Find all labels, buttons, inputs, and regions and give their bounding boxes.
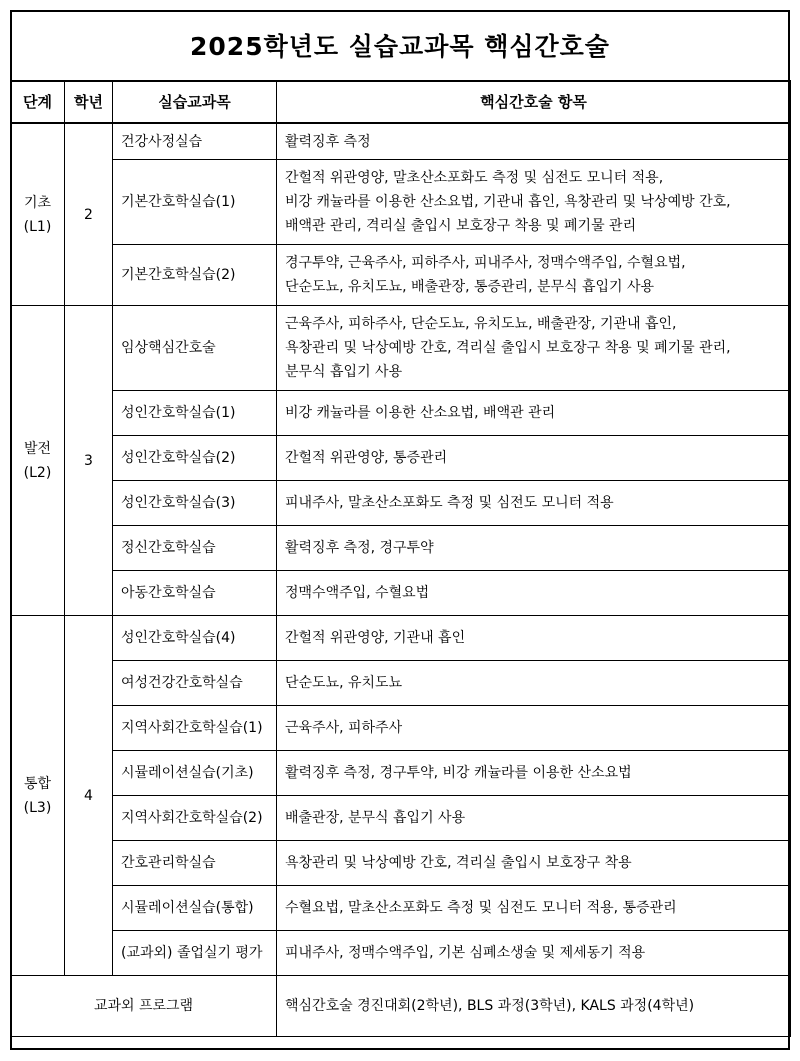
header-stage: 단계 [11, 81, 65, 124]
course-cell: 성인간호학실습(1) [113, 391, 277, 436]
course-cell: 성인간호학실습(3) [113, 481, 277, 526]
skills-cell: 근육주사, 피하주사, 단순도뇨, 유치도뇨, 배출관장, 기관내 흡인, 욕창관리 및 낙상예방 간호, 격리실 출입시 보호장구 착용 및 폐기물 관리, 분무식 흡입기 사용 [277, 306, 791, 391]
course-cell: 성인간호학실습(2) [113, 436, 277, 481]
header-grade: 학년 [65, 81, 113, 124]
course-cell: 기본간호학실습(2) [113, 245, 277, 306]
skills-cell: 경구투약, 근육주사, 피하주사, 피내주사, 정맥수액주입, 수혈요법, 단순도뇨, 유치도뇨, 배출관장, 통증관리, 분무식 흡입기 사용 [277, 245, 791, 306]
course-cell: 시뮬레이션실습(기초) [113, 751, 277, 796]
stage-cell: 통합 (L3) [11, 616, 65, 976]
skills-cell: 피내주사, 말초산소포화도 측정 및 심전도 모니터 적용 [277, 481, 791, 526]
skills-cell: 욕창관리 및 낙상예방 간호, 격리실 출입시 보호장구 착용 [277, 841, 791, 886]
course-cell: 임상핵심간호술 [113, 306, 277, 391]
header-skills: 핵심간호술 항목 [277, 81, 791, 124]
course-cell: 정신간호학실습 [113, 526, 277, 571]
course-cell: 시뮬레이션실습(통합) [113, 886, 277, 931]
skills-cell: 활력징후 측정, 경구투약 [277, 526, 791, 571]
stage-cell: 발전 (L2) [11, 306, 65, 616]
skills-cell: 단순도뇨, 유치도뇨 [277, 661, 791, 706]
skills-table [10, 80, 791, 1037]
grade-cell: 4 [65, 616, 113, 976]
skills-cell: 수혈요법, 말초산소포화도 측정 및 심전도 모니터 적용, 통증관리 [277, 886, 791, 931]
course-cell: 성인간호학실습(4) [113, 616, 277, 661]
grade-cell: 2 [65, 123, 113, 306]
course-cell: 건강사정실습 [113, 123, 277, 160]
course-cell: 지역사회간호학실습(1) [113, 706, 277, 751]
course-cell: 여성건강간호학실습 [113, 661, 277, 706]
course-cell: 아동간호학실습 [113, 571, 277, 616]
skills-cell: 간헐적 위관영양, 통증관리 [277, 436, 791, 481]
skills-cell: 간헐적 위관영양, 기관내 흡인 [277, 616, 791, 661]
extracurricular-skills: 핵심간호술 경진대회(2학년), BLS 과정(3학년), KALS 과정(4학년) [277, 976, 791, 1037]
skills-cell: 정맥수액주입, 수혈요법 [277, 571, 791, 616]
course-cell: 지역사회간호학실습(2) [113, 796, 277, 841]
header-course: 실습교과목 [113, 81, 277, 124]
skills-cell: 활력징후 측정 [277, 123, 791, 160]
skills-cell: 활력징후 측정, 경구투약, 비강 캐뉼라를 이용한 산소요법 [277, 751, 791, 796]
extracurricular-label: 교과외 프로그램 [11, 976, 277, 1037]
stage-cell: 기초 (L1) [11, 123, 65, 306]
skills-cell: 근육주사, 피하주사 [277, 706, 791, 751]
grade-cell: 3 [65, 306, 113, 616]
skills-cell: 간헐적 위관영양, 말초산소포화도 측정 및 심전도 모니터 적용, 비강 캐뉼라를 이용한 산소요법, 기관내 흡인, 욕창관리 및 낙상예방 간호, 배액관 관리, 격리실 출입시 보호장구 착용 및 폐기물 관리 [277, 160, 791, 245]
skills-cell: 피내주사, 정맥수액주입, 기본 심폐소생술 및 제세동기 적용 [277, 931, 791, 976]
course-cell: 간호관리학실습 [113, 841, 277, 886]
skills-cell: 비강 캐뉼라를 이용한 산소요법, 배액관 관리 [277, 391, 791, 436]
skills-cell: 배출관장, 분무식 흡입기 사용 [277, 796, 791, 841]
course-cell: 기본간호학실습(1) [113, 160, 277, 245]
course-cell: (교과외) 졸업실기 평가 [113, 931, 277, 976]
page-title: 2025학년도 실습교과목 핵심간호술 [10, 10, 790, 82]
